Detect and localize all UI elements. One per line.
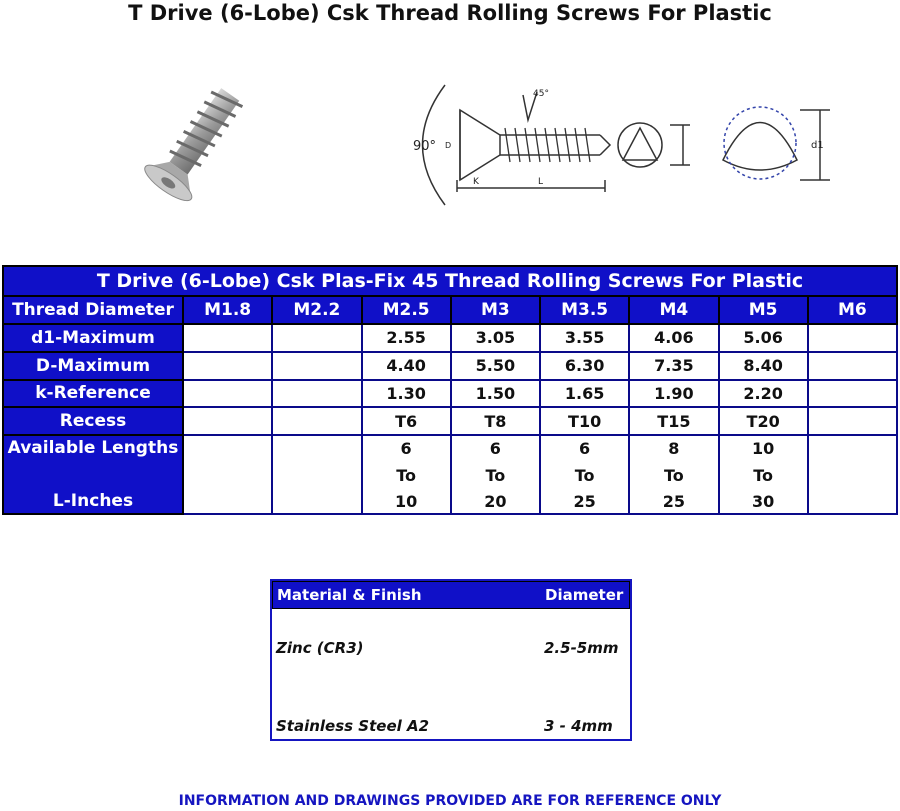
row-label: k-Reference <box>3 380 183 408</box>
d-label: D <box>445 141 452 150</box>
table-cell <box>272 352 361 380</box>
table-row-recess <box>3 407 897 435</box>
table-cell: T15 <box>629 407 718 435</box>
length-to: 30 <box>751 492 775 512</box>
length-to: 10 <box>394 492 418 512</box>
table-cell: 4.40 <box>362 352 451 380</box>
table-cell: T8 <box>451 407 540 435</box>
table-cell <box>183 380 272 408</box>
length-cell <box>362 435 451 514</box>
column-header: M3.5 <box>540 296 629 324</box>
table-cell: 1.30 <box>362 380 451 408</box>
table-cell: 5.50 <box>451 352 540 380</box>
spec-table-title-row <box>3 266 897 296</box>
material-name: Stainless Steel A2 <box>276 717 430 735</box>
thread-angle-label: 45° <box>533 89 549 99</box>
row-label: Recess <box>3 407 183 435</box>
table-cell: 3.55 <box>540 324 629 352</box>
length-to: 20 <box>484 492 507 512</box>
length-from: 6 <box>400 439 412 459</box>
screw-technical-drawing <box>405 80 835 210</box>
spec-table-header-row <box>3 296 897 324</box>
table-row-d1-maximum <box>3 324 897 352</box>
length-cell <box>451 435 540 514</box>
table-cell: 6.30 <box>540 352 629 380</box>
table-row-d-maximum <box>3 352 897 380</box>
material-diameter: 2.5-5mm <box>544 639 619 657</box>
table-cell <box>272 324 361 352</box>
material-diameter: 3 - 4mm <box>544 717 613 735</box>
length-cell <box>629 435 718 514</box>
table-cell: 2.20 <box>719 380 808 408</box>
table-cell: 7.35 <box>629 352 718 380</box>
table-cell: 8.40 <box>719 352 808 380</box>
d1-label: d1 <box>811 140 824 151</box>
page-title: T Drive (6-Lobe) Csk Thread Rolling Screws For Plastic <box>128 1 772 25</box>
table-cell: T20 <box>719 407 808 435</box>
length-cell <box>719 435 808 514</box>
l-inches-label: L-Inches <box>52 491 134 512</box>
table-cell: 5.06 <box>719 324 808 352</box>
length-from: 8 <box>668 439 680 459</box>
thread-diameter-label: Thread Diameter <box>3 296 183 324</box>
table-cell <box>272 407 361 435</box>
table-cell: 2.55 <box>362 324 451 352</box>
length-to: 25 <box>573 492 596 512</box>
column-header: M1.8 <box>183 296 272 324</box>
column-header: M2.5 <box>362 296 451 324</box>
length-cell <box>808 435 897 514</box>
angle-label: 90° <box>413 139 437 154</box>
spec-table-title: T Drive (6-Lobe) Csk Plas-Fix 45 Thread Rolling Screws For Plastic <box>3 266 897 296</box>
table-cell <box>808 352 897 380</box>
k-label: K <box>473 177 479 187</box>
table-cell <box>808 407 897 435</box>
length-from: 6 <box>579 439 591 459</box>
diameter-header: Diameter <box>545 586 624 604</box>
table-cell: 4.06 <box>629 324 718 352</box>
available-lengths-label: Available Lengths <box>7 438 179 459</box>
length-to-word: To <box>663 465 684 485</box>
length-from: 10 <box>751 439 775 459</box>
table-cell: 1.65 <box>540 380 629 408</box>
table-row-k-reference <box>3 380 897 408</box>
table-cell <box>808 380 897 408</box>
materials-header <box>272 581 630 609</box>
material-name: Zinc (CR3) <box>276 639 364 657</box>
length-cell <box>540 435 629 514</box>
table-cell: 1.90 <box>629 380 718 408</box>
table-cell: T10 <box>540 407 629 435</box>
length-to-word: To <box>485 465 506 485</box>
footer-disclaimer: INFORMATION AND DRAWINGS PROVIDED ARE FOR REFERENCE ONLY <box>178 793 722 809</box>
l-label: L <box>538 177 544 187</box>
table-cell <box>272 380 361 408</box>
length-to-word: To <box>396 465 417 485</box>
table-cell <box>183 352 272 380</box>
length-to-word: To <box>574 465 595 485</box>
table-cell: T6 <box>362 407 451 435</box>
length-to-word: To <box>753 465 774 485</box>
column-header: M2.2 <box>272 296 361 324</box>
column-header: M3 <box>451 296 540 324</box>
table-cell <box>183 324 272 352</box>
table-cell <box>183 407 272 435</box>
spec-table <box>2 265 898 515</box>
material-finish-header: Material & Finish <box>277 586 422 604</box>
table-row-lengths <box>3 435 897 514</box>
screw-photo <box>135 78 255 208</box>
length-cell <box>183 435 272 514</box>
column-header: M4 <box>629 296 718 324</box>
length-cell <box>272 435 361 514</box>
lengths-label-cell <box>3 435 183 514</box>
table-cell: 3.05 <box>451 324 540 352</box>
materials-table <box>270 579 632 741</box>
row-label: d1-Maximum <box>3 324 183 352</box>
table-cell: 1.50 <box>451 380 540 408</box>
column-header: M6 <box>808 296 897 324</box>
length-from: 6 <box>489 439 501 459</box>
row-label: D-Maximum <box>3 352 183 380</box>
length-to: 25 <box>662 492 685 512</box>
table-cell <box>808 324 897 352</box>
column-header: M5 <box>719 296 808 324</box>
